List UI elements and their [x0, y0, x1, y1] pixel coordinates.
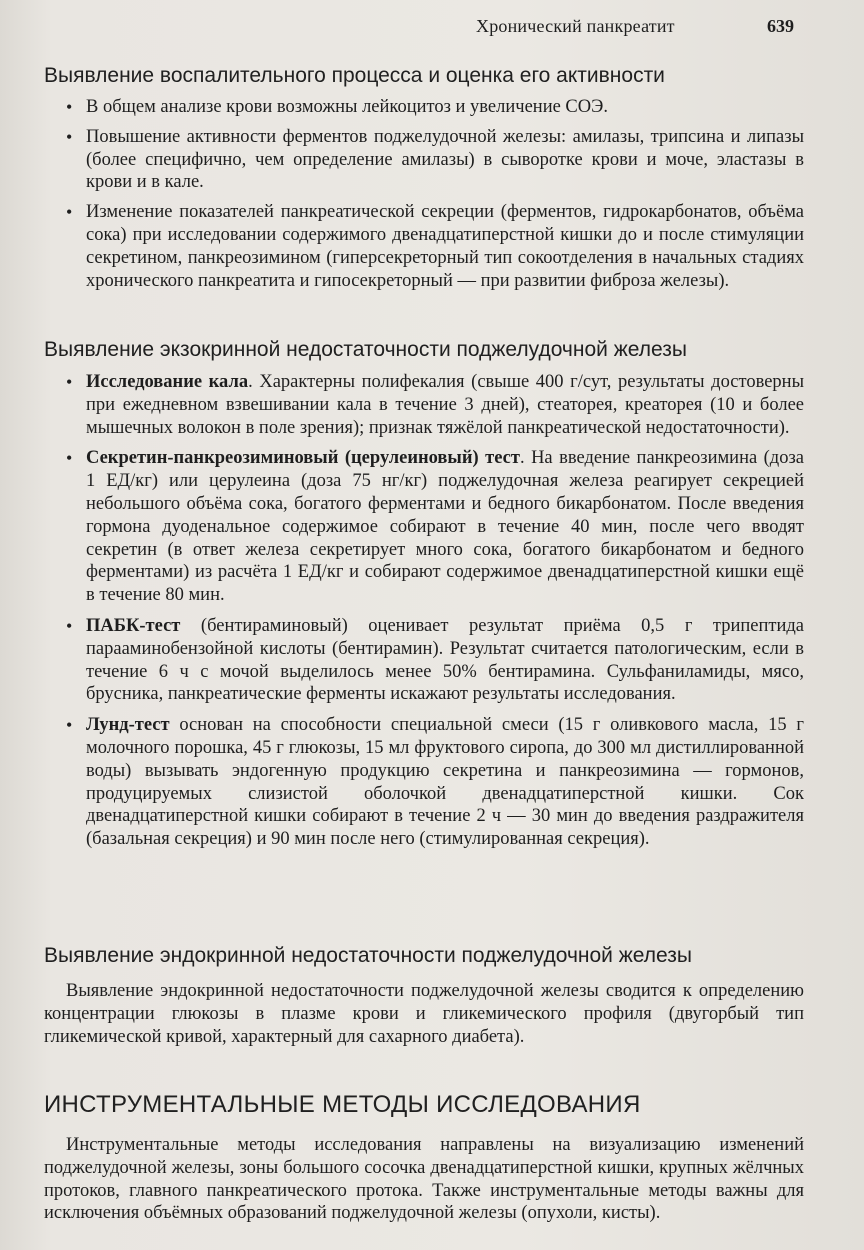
item-term: Исследование кала [86, 372, 249, 392]
page-number: 639 [767, 16, 794, 36]
bullet-icon: • [66, 448, 73, 469]
list-item: • Исследование кала. Характерны полифекалия (свыше 400 г/сут, результаты достоверны при ежедневном взвешивании кала в течение 3 дней), стеаторея, креаторея (10 и более мышечных волокон в поле зрения); признак тяжёлой панкреатической недостаточности). [66, 372, 805, 438]
bullet-icon: • [66, 372, 73, 392]
section-heading: Выявление воспалительного процесса и оценка его активности [44, 64, 665, 87]
chapter-heading: ИНСТРУМЕНТАЛЬНЫЕ МЕТОДЫ ИССЛЕДОВАНИЯ [44, 1091, 641, 1118]
bullet-list [44, 96, 804, 292]
list-item: • Лунд-тест основан на способности специальной смеси (15 г оливкового масла, 15 г молочного порошка, 45 г глюкозы, 15 мл фруктового сиропа, до 300 мл дистиллированной воды) вызывать эндогенную продукцию секретина и панкреозимина — гормонов, продуцируемых слизистой оболочкой двенадцатиперстной кишки. Сок двенадцатиперстной кишки собирают в течение 2 ч — 30 мин до введения раздражителя (базальная секреция) и 90 мин после него (стимулированная секреция). [66, 715, 804, 850]
section-paragraph: Выявление эндокринной недостаточности поджелудочной железы сводится к определению концентрации глюкозы в плазме крови и гликемического профиля (двугорбый тип гликемической кривой, характерный для сахарного диабета). [44, 981, 804, 1047]
list-item: • ПАБК-тест (бентираминовый) оценивает результат приёма 0,5 г трипептида парааминобензойной кислоты (бентирамин). Результат считается патологическим, если в течение 6 ч с мочой выделилось менее 50% бентирамина. Сульфаниламиды, мясо, брусника, панкреатические ферменты искажают результаты исследования. [66, 615, 804, 705]
running-head [0, 14, 864, 42]
bullet-icon: • [66, 715, 73, 736]
section-instrumental [44, 1090, 804, 1225]
section-inflammation [44, 62, 804, 299]
section-heading: Выявление экзокринной недостаточности поджелудочной железы [44, 338, 687, 361]
item-term: ПАБК-тест [86, 615, 181, 636]
bullet-list [44, 371, 804, 851]
list-item: • Секретин-панкреозиминовый (церулеиновый) тест. На введение панкреозимина (доза 1 ЕД/кг) или церулеина (доза 75 нг/кг) поджелудочная железа реагирует секрецией небольшого объёма сока, богатого ферментами и бедного бикарбонатом. После введения гормона дуоденальное содержимое собирают в течение 40 мин, после чего вводят секретин (в ответ железа секретирует много сока, богатого бикарбонатом и бедного ферментами) из расчёта 1 ЕД/кг и собирают содержимое двенадцатиперстной кишки ещё в течение 80 мин. [66, 448, 804, 606]
item-term: Секретин-панкреозиминовый (церулеиновый) тест [86, 448, 520, 469]
bullet-icon: • [66, 202, 73, 223]
bullet-icon: • [66, 615, 73, 636]
section-exocrine [44, 336, 804, 859]
running-title: Хронический панкреатит [476, 16, 675, 36]
item-term: Лунд-тест [86, 715, 170, 736]
list-item: • Изменение показателей панкреатической секреции (ферментов, гидрокарбонатов, объёма сока) при исследовании содержимого двенадцатиперстной кишки до и после стимуляции секретином, панкреозимином (гиперсекреторный тип сокоотделения в начальных стадиях хронического панкреатита и гипосекреторный — при развитии фиброза железы). [66, 202, 804, 291]
list-item: • Повышение активности ферментов поджелудочной железы: амилазы, трипсина и липазы (более специфично, чем определение амилазы) в сыворотке крови и моче, эластазы в крови и в кале. [66, 126, 804, 193]
section-paragraph: Инструментальные методы исследования направлены на визуализацию изменений поджелудочной железы, зоны большого сосочка двенадцатиперстной кишки, крупных жёлчных протоков, главного панкреатического протока. Также инструментальные методы важны для исключения объёмных образований поджелудочной железы (опухоли, кисты). [44, 1135, 804, 1224]
list-item: • В общем анализе крови возможны лейкоцитоз и увеличение СОЭ. [66, 97, 608, 117]
bullet-icon: • [66, 97, 73, 117]
section-heading: Выявление эндокринной недостаточности поджелудочной железы [44, 944, 692, 967]
section-endocrine [44, 942, 804, 1048]
bullet-icon: • [66, 126, 73, 147]
